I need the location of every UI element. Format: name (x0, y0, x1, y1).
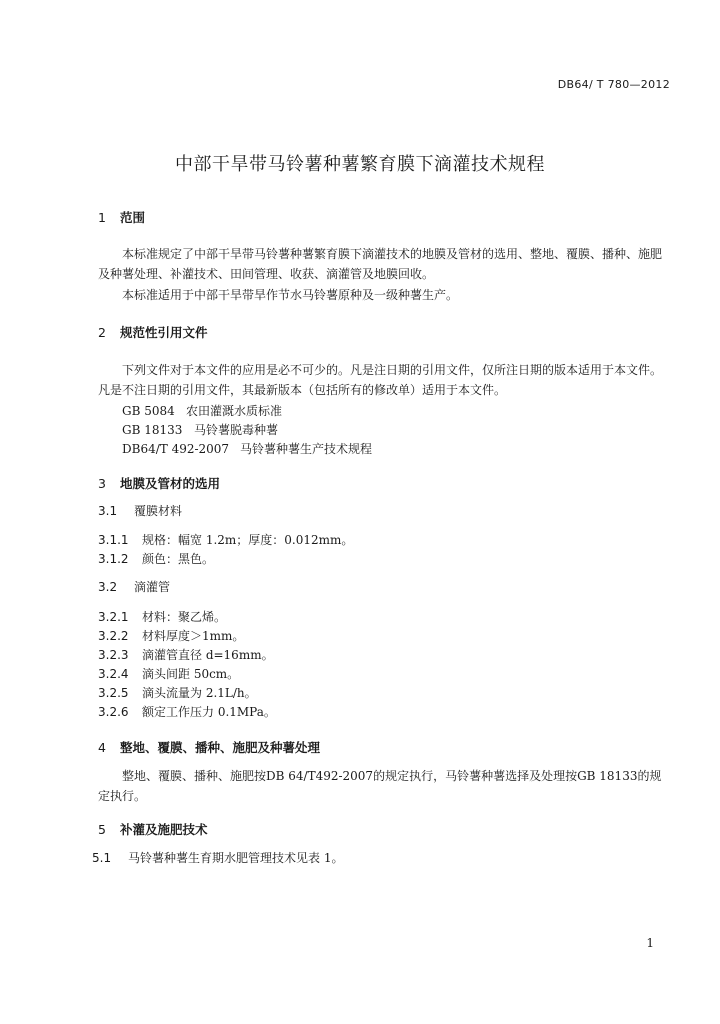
subsection-heading-3-2 (98, 578, 170, 595)
clause-text: 规格：幅宽 1.2m；厚度：0.012mm。 (142, 533, 354, 547)
clause-number: 3.1.2 (98, 552, 129, 566)
clause-text: 材料：聚乙烯。 (142, 610, 227, 624)
section-title: 地膜及管材的选用 (120, 476, 221, 491)
clause-number: 3.2.2 (98, 629, 129, 643)
section-heading-3 (98, 474, 220, 492)
clause-item (98, 608, 226, 625)
section-number: 3 (98, 476, 106, 491)
section-number: 5 (98, 822, 106, 837)
section-heading-1 (98, 208, 145, 226)
paragraph: 下列文件对于本文件的应用是必不可少的。凡是注日期的引用文件，仅所注日期的版本适用于本文件。凡是不注日期的引用文件，其最新版本（包括所有的修改单）适用于本文件。 (98, 363, 663, 397)
paragraph: 本标准规定了中部干旱带马铃薯种薯繁育膜下滴灌技术的地膜及管材的选用、整地、覆膜、播种、施肥及种薯处理、补灌技术、田间管理、收获、滴灌管及地膜回收。 (98, 247, 663, 281)
section-heading-2 (98, 323, 208, 341)
section-number: 1 (98, 210, 106, 225)
section-number: 2 (98, 325, 106, 340)
section-heading-5 (98, 820, 208, 838)
clause-text: 颜色：黑色。 (142, 552, 215, 566)
clause-number: 3.2.4 (98, 667, 129, 681)
subsection-heading-3-1 (98, 502, 182, 519)
section-title: 范围 (120, 210, 146, 225)
subsection-number: 3.2 (98, 580, 118, 594)
reference-title: 农田灌溉水质标准 (186, 404, 283, 418)
paragraph: 本标准适用于中部干旱带旱作节水马铃薯原种及一级种薯生产。 (122, 288, 459, 302)
document-title: 中部干旱带马铃薯种薯繁育膜下滴灌技术规程 (175, 154, 545, 175)
section-number: 4 (98, 740, 106, 755)
clause-number: 3.2.3 (98, 648, 129, 662)
reference-code: GB 5084 (122, 404, 175, 418)
clause-number: 3.2.6 (98, 705, 129, 719)
clause-text: 材料厚度＞1mm。 (142, 629, 245, 643)
subsection-number: 3.1 (98, 504, 118, 518)
subsection-title: 滴灌管 (134, 580, 171, 594)
document-code: DB64/ T 780—2012 (557, 78, 670, 91)
clause-text: 额定工作压力 0.1MPa。 (142, 705, 276, 719)
reference-code: GB 18133 (122, 423, 183, 437)
section-title: 规范性引用文件 (120, 325, 208, 340)
reference-code: DB64/T 492-2007 (122, 442, 230, 456)
reference-item (122, 402, 282, 419)
clause-number: 3.2.5 (98, 686, 129, 700)
clause-item (98, 703, 276, 720)
clause-text: 马铃薯种薯生育期水肥管理技术见表 1。 (128, 851, 344, 865)
section-title: 补灌及施肥技术 (120, 822, 208, 837)
reference-item (122, 440, 372, 457)
page-number: 1 (646, 936, 654, 950)
section-title: 整地、覆膜、播种、施肥及种薯处理 (120, 740, 321, 755)
clause-item (98, 665, 239, 682)
clause-item (98, 531, 353, 548)
clause-item (92, 849, 343, 866)
clause-number: 3.1.1 (98, 533, 129, 547)
clause-text: 滴灌管直径 d=16mm。 (142, 648, 274, 662)
paragraph: 整地、覆膜、播种、施肥按DB 64/T492-2007的规定执行，马铃薯种薯选择及处理按GB 18133的规定执行。 (98, 769, 662, 803)
reference-title: 马铃薯脱毒种薯 (194, 423, 279, 437)
clause-number: 5.1 (92, 851, 112, 865)
reference-item (122, 421, 278, 438)
clause-item (98, 550, 214, 567)
subsection-title: 覆膜材料 (134, 504, 183, 518)
clause-text: 滴头流量为 2.1L/h。 (142, 686, 257, 700)
reference-title: 马铃薯种薯生产技术规程 (240, 442, 373, 456)
clause-item (98, 684, 257, 701)
clause-text: 滴头间距 50cm。 (142, 667, 240, 681)
clause-number: 3.2.1 (98, 610, 129, 624)
section-heading-4 (98, 738, 320, 756)
clause-item (98, 627, 244, 644)
clause-item (98, 646, 274, 663)
